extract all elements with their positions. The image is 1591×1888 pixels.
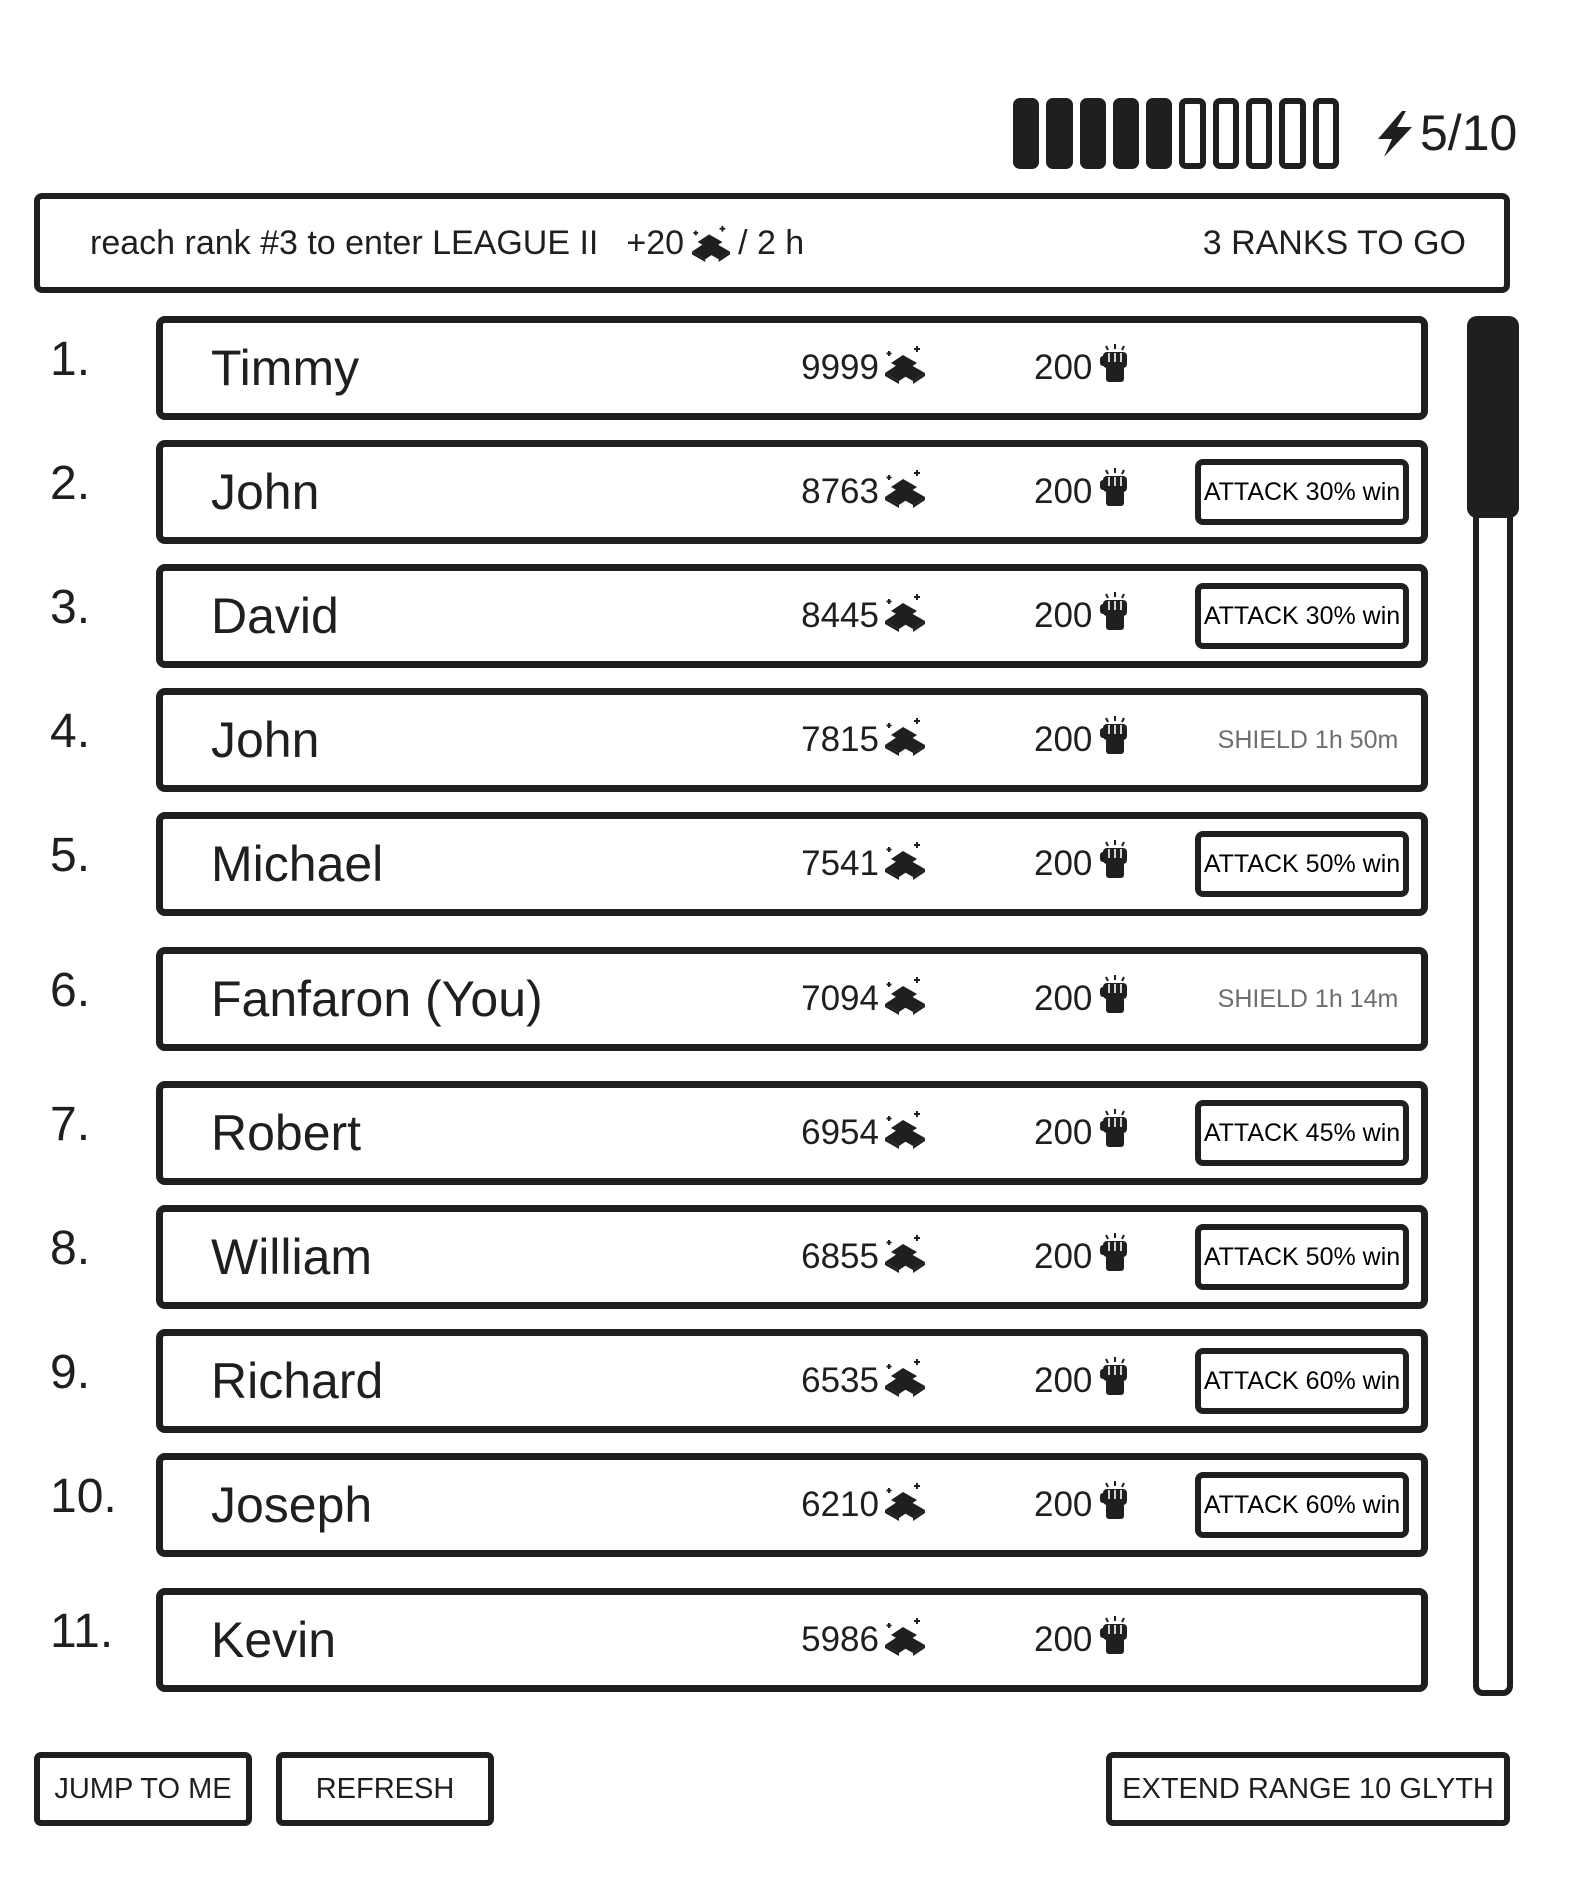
league-goal-banner <box>34 193 1510 293</box>
leaderboard-row <box>156 688 1428 792</box>
shield-timer: SHIELD 1h 14m <box>1217 985 1399 1013</box>
leaderboard-row <box>156 1329 1428 1433</box>
player-gold <box>801 447 929 537</box>
energy-segment <box>1246 98 1272 169</box>
player-gold <box>801 1336 929 1426</box>
player-gold <box>801 954 929 1044</box>
energy-segment <box>1213 98 1239 169</box>
gold-bars-icon <box>881 715 929 766</box>
gold-value: 6535 <box>801 1361 879 1400</box>
goal-reward <box>626 223 804 263</box>
player-power <box>1034 695 1132 785</box>
gold-bars-icon <box>881 343 929 394</box>
fist-icon <box>1098 1233 1132 1282</box>
player-gold <box>801 323 929 413</box>
gold-value: 9999 <box>801 348 879 387</box>
player-power <box>1034 819 1132 909</box>
rank-number: 1. <box>50 333 91 386</box>
power-value: 200 <box>1034 1237 1093 1276</box>
player-name: William <box>211 1229 373 1285</box>
leaderboard-row <box>156 1453 1428 1557</box>
fist-icon <box>1098 468 1132 517</box>
power-value: 200 <box>1034 1620 1093 1659</box>
gold-value: 8763 <box>801 472 879 511</box>
lightning-icon <box>1372 109 1418 159</box>
extend-range-button[interactable]: EXTEND RANGE 10 GLYTH <box>1106 1752 1510 1826</box>
energy-segment <box>1046 98 1072 169</box>
player-gold <box>801 1212 929 1302</box>
scrollbar-track[interactable] <box>1473 316 1513 1696</box>
attack-button[interactable]: ATTACK 60% win <box>1195 1472 1409 1538</box>
player-power <box>1034 323 1132 413</box>
power-value: 200 <box>1034 979 1093 1018</box>
gold-bars-icon <box>881 591 929 642</box>
attack-button[interactable]: ATTACK 45% win <box>1195 1100 1409 1166</box>
gold-value: 7541 <box>801 844 879 883</box>
power-value: 200 <box>1034 596 1093 635</box>
player-power <box>1034 571 1132 661</box>
leaderboard-row <box>156 1205 1428 1309</box>
power-value: 200 <box>1034 844 1093 883</box>
player-name: Robert <box>211 1105 362 1161</box>
rank-number: 5. <box>50 829 91 882</box>
player-power <box>1034 954 1132 1044</box>
fist-icon <box>1098 1481 1132 1530</box>
player-name: Michael <box>211 836 384 892</box>
player-gold <box>801 695 929 785</box>
gold-value: 6954 <box>801 1113 879 1152</box>
energy-counter <box>1372 98 1517 169</box>
attack-button[interactable]: ATTACK 60% win <box>1195 1348 1409 1414</box>
fist-icon <box>1098 840 1132 889</box>
gold-value: 5986 <box>801 1620 879 1659</box>
rank-number: 3. <box>50 581 91 634</box>
power-value: 200 <box>1034 1113 1093 1152</box>
player-power <box>1034 1212 1132 1302</box>
gold-bars-icon <box>881 974 929 1025</box>
power-value: 200 <box>1034 1485 1093 1524</box>
attack-button[interactable]: ATTACK 50% win <box>1195 1224 1409 1290</box>
fist-icon <box>1098 1357 1132 1406</box>
player-name: John <box>211 712 320 768</box>
energy-segment <box>1179 98 1205 169</box>
fist-icon <box>1098 592 1132 641</box>
player-name: Timmy <box>211 340 360 396</box>
gold-bars-icon <box>881 1356 929 1407</box>
energy-segment <box>1013 98 1039 169</box>
leaderboard-row <box>156 1081 1428 1185</box>
rank-number: 10. <box>50 1470 117 1523</box>
reward-amount: +20 <box>626 223 685 262</box>
leaderboard-row <box>156 947 1428 1051</box>
attack-button[interactable]: ATTACK 50% win <box>1195 831 1409 897</box>
gold-value: 8445 <box>801 596 879 635</box>
player-name: David <box>211 588 339 644</box>
gold-bars-icon <box>881 1480 929 1531</box>
player-gold <box>801 819 929 909</box>
gold-value: 7094 <box>801 979 879 1018</box>
player-gold <box>801 1088 929 1178</box>
fist-icon <box>1098 716 1132 765</box>
jump-to-me-button[interactable]: JUMP TO ME <box>34 1752 252 1826</box>
rank-number: 4. <box>50 705 91 758</box>
attack-button[interactable]: ATTACK 30% win <box>1195 583 1409 649</box>
power-value: 200 <box>1034 1361 1093 1400</box>
gold-bars-icon <box>881 839 929 890</box>
energy-segment <box>1080 98 1106 169</box>
leaderboard-row <box>156 1588 1428 1692</box>
player-power <box>1034 1088 1132 1178</box>
rank-number: 6. <box>50 964 91 1017</box>
fist-icon <box>1098 1616 1132 1665</box>
reward-period: / 2 h <box>738 223 805 262</box>
player-gold <box>801 1460 929 1550</box>
leaderboard-row <box>156 812 1428 916</box>
attack-button[interactable]: ATTACK 30% win <box>1195 459 1409 525</box>
gold-value: 6855 <box>801 1237 879 1276</box>
power-value: 200 <box>1034 348 1093 387</box>
scrollbar-thumb[interactable] <box>1467 316 1519 518</box>
fist-icon <box>1098 344 1132 393</box>
energy-segment <box>1113 98 1139 169</box>
player-power <box>1034 1460 1132 1550</box>
ranks-to-go: 3 RANKS TO GO <box>1202 223 1466 262</box>
leaderboard-row <box>156 440 1428 544</box>
leaderboard-row <box>156 316 1428 420</box>
player-name: Joseph <box>211 1477 373 1533</box>
goal-text: reach rank #3 to enter LEAGUE II <box>90 223 599 262</box>
player-power <box>1034 447 1132 537</box>
fist-icon <box>1098 975 1132 1024</box>
gold-value: 6210 <box>801 1485 879 1524</box>
power-value: 200 <box>1034 720 1093 759</box>
player-name: John <box>211 464 320 520</box>
player-gold <box>801 1595 929 1685</box>
player-gold <box>801 571 929 661</box>
leaderboard-row <box>156 564 1428 668</box>
player-name: Richard <box>211 1353 384 1409</box>
gold-bars-icon <box>881 1615 929 1666</box>
energy-bar <box>1013 98 1339 169</box>
rank-number: 8. <box>50 1222 91 1275</box>
energy-segment <box>1313 98 1339 169</box>
gold-bars-icon <box>688 223 734 263</box>
energy-segment <box>1146 98 1172 169</box>
power-value: 200 <box>1034 472 1093 511</box>
player-name: Kevin <box>211 1612 337 1668</box>
gold-bars-icon <box>881 467 929 518</box>
player-power <box>1034 1336 1132 1426</box>
refresh-button[interactable]: REFRESH <box>276 1752 494 1826</box>
energy-segment <box>1279 98 1305 169</box>
gold-bars-icon <box>881 1232 929 1283</box>
rank-number: 9. <box>50 1346 91 1399</box>
fist-icon <box>1098 1109 1132 1158</box>
player-power <box>1034 1595 1132 1685</box>
shield-timer: SHIELD 1h 50m <box>1217 726 1399 754</box>
rank-number: 2. <box>50 457 91 510</box>
energy-value: 5/10 <box>1420 105 1518 161</box>
gold-bars-icon <box>881 1108 929 1159</box>
rank-number: 11. <box>50 1605 114 1658</box>
player-name: Fanfaron (You) <box>211 971 543 1027</box>
rank-number: 7. <box>50 1098 91 1151</box>
gold-value: 7815 <box>801 720 879 759</box>
